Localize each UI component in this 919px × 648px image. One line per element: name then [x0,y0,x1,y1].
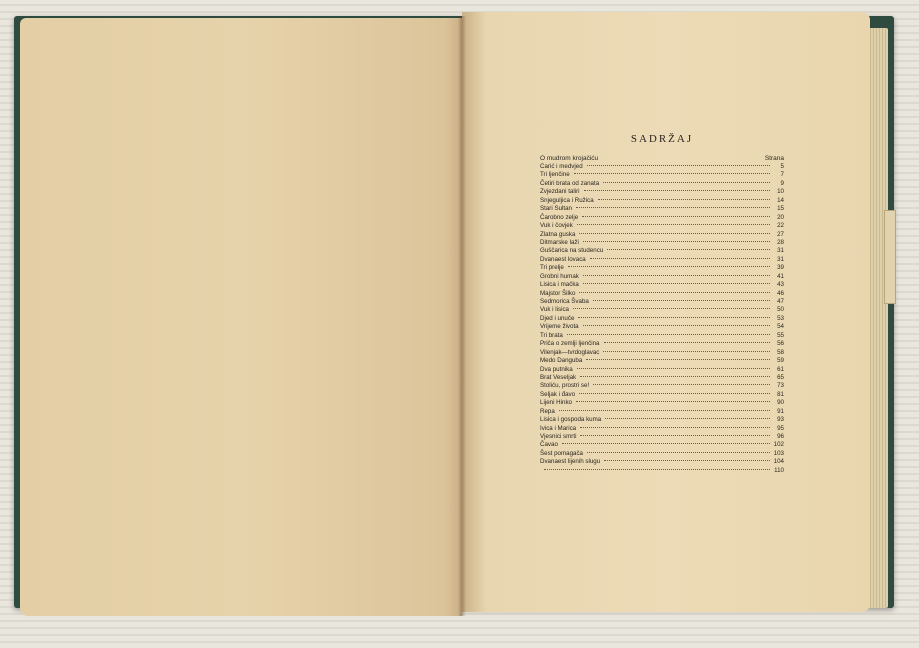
toc-header [540,155,784,163]
toc-entry-page: 7 [780,171,784,179]
toc-entry-title: Šest pomagača [540,449,583,457]
toc-dot-leader [579,233,770,234]
toc-dot-leader [605,418,770,419]
toc-entry [540,188,784,196]
toc-dot-leader [593,300,770,301]
toc-title: SADRŽAJ [630,133,694,145]
toc-entry-title: Vjesnici smrti [540,433,577,440]
toc-entry-title: Vuk i čovjek [540,222,573,230]
toc-dot-leader [583,325,770,326]
toc-entry-page: 14 [777,196,784,204]
toc-entry [540,315,784,323]
toc-dot-leader [568,266,770,267]
toc-entry-page: 59 [777,357,784,365]
toc-entry-page: 110 [774,466,784,474]
toc-entry [540,332,784,340]
toc-entry-title: Lisica i gospoda kuma [540,416,602,424]
toc-entry-page: 5 [780,163,784,170]
toc-entry-title: Djed i unuče [540,314,575,322]
book-gutter [458,16,466,616]
toc-entry-page: 31 [777,255,784,263]
toc-entry-title: Dvanaest lijenih slugu [540,458,601,466]
toc-entry [540,222,784,230]
toc-entry-title: Seljak i đavo [540,390,576,398]
toc-entry-page: 102 [773,441,784,449]
toc-entry [540,205,784,213]
toc-entry-page: 43 [777,281,784,289]
toc-entry-page: 27 [777,230,784,238]
toc-entry-title: Tri ljenčine [540,171,570,179]
toc-entry-title: Ditmarske laži [540,238,579,246]
toc-entry-title: Četiri brata od zanata [540,179,600,187]
toc-entry-title: Majstor Šilko [540,289,576,297]
toc-dot-leader [586,359,770,360]
toc-entry-title: Priča o zemlji ljenčina [540,340,600,348]
toc-dot-leader [579,292,770,293]
toc-entry-title: Ivica i Marica [540,424,577,432]
toc-entry-page: 50 [777,306,784,314]
toc-entry [540,214,784,222]
toc-dot-leader [578,317,770,318]
toc-entry [540,374,784,382]
toc-entry-page: 53 [777,314,784,322]
toc-entry-page: 46 [777,289,784,297]
toc-dot-leader [574,173,770,174]
toc-dot-leader [576,207,770,208]
toc-entry-page: 20 [777,213,784,221]
toc-entry [540,357,784,365]
toc-dot-leader [604,342,771,343]
toc-entry-title: Grobni humak [540,272,579,280]
toc-entry [540,467,784,475]
toc-entry-title: Sedmorica Švaba [540,298,589,305]
toc-entry-page: 41 [777,272,784,280]
left-page-blank [20,18,462,616]
toc-entry-title: Carić i medvjed [540,163,583,170]
toc-dot-leader [587,165,770,166]
toc-entry [540,441,784,449]
toc-entry-title: Guščarica na studencu [540,247,604,255]
toc-entry [540,408,784,416]
toc-entry [540,163,784,171]
toc-entry-page: 81 [777,390,784,398]
toc-entry-page: 39 [777,264,784,272]
table-of-contents [540,133,784,475]
toc-entry-title: Stari Sultan [540,205,572,213]
toc-entry [540,450,784,458]
toc-entry-page: 9 [780,179,784,187]
toc-entry [540,298,784,306]
toc-dot-leader [562,443,770,444]
toc-entry [540,306,784,314]
toc-entry [540,399,784,407]
toc-dot-leader [573,308,770,309]
toc-entry-page: 22 [777,222,784,230]
toc-entry [540,382,784,390]
toc-entry-title: Čavao [540,441,558,449]
toc-dot-leader [559,410,770,411]
toc-entry-title: Tri prelje [540,264,564,272]
toc-entry-title: Vrijeme života [540,323,579,331]
toc-entry-title: Stoliću, prostri se! [540,382,590,390]
toc-entry-title: Medo Danguba [540,357,583,365]
toc-entry-page: 93 [777,416,784,424]
toc-entry [540,458,784,466]
toc-entry [540,231,784,239]
toc-entry [540,281,784,289]
toc-dot-leader [580,376,770,377]
toc-entry-title: Čarobno zelje [540,213,579,221]
toc-entry-page: 54 [777,323,784,331]
toc-entry-page: 56 [777,340,784,348]
toc-entry [540,391,784,399]
toc-entry [540,425,784,433]
toc-dot-leader [603,351,770,352]
toc-entry-page: 91 [777,407,784,415]
toc-dot-leader [583,283,770,284]
toc-dot-leader [607,249,770,250]
toc-entry-page: 10 [777,188,784,196]
toc-entry-title: Brat Veseljak [540,373,577,381]
toc-dot-leader [567,334,770,335]
toc-entry-title: Zlatna guska [540,230,576,238]
toc-entry [540,416,784,424]
toc-entry-page: 104 [773,458,784,466]
toc-dot-leader [580,435,770,436]
toc-entry [540,264,784,272]
toc-dot-leader [584,190,770,191]
toc-entry-page: 28 [777,238,784,246]
toc-entry-page: 31 [777,247,784,255]
toc-entry-page: 61 [777,365,784,373]
toc-dot-leader [604,460,770,461]
toc-entry [540,171,784,179]
toc-entry-title: Zvjezdani taliri [540,188,580,196]
toc-dot-leader [593,384,770,385]
toc-dot-leader [577,368,770,369]
toc-dot-leader [577,224,770,225]
toc-entry [540,273,784,281]
toc-dot-leader [583,241,770,242]
toc-entry-title: Vuk i lisica [540,306,569,314]
toc-list [540,163,784,475]
toc-entry [540,366,784,374]
toc-entry [540,239,784,247]
toc-dot-leader [587,452,770,453]
toc-dot-leader [603,182,770,183]
toc-entry [540,290,784,298]
toc-entry [540,323,784,331]
toc-entry-title: Tri brata [540,331,563,339]
toc-entry-title: Dva putnika [540,365,573,373]
toc-entry-title: Lijeni Hinko [540,399,572,407]
toc-entry [540,340,784,348]
bookmark-tab [884,210,896,304]
toc-entry-page: 103 [773,449,784,457]
toc-entry [540,433,784,441]
toc-entry-page: 47 [777,298,784,305]
toc-entry-page: 15 [777,205,784,213]
toc-entry-page: 90 [777,399,784,407]
toc-dot-leader [582,216,770,217]
toc-entry-title: Vilenjak—tvrdoglavac [540,348,600,356]
toc-entry-title: Snjeguljica i Ružica [540,196,594,204]
toc-entry-page: 96 [777,433,784,440]
toc-entry-page: 65 [777,373,784,381]
toc-entry [540,197,784,205]
toc-entry-page: 73 [777,382,784,390]
toc-entry [540,256,784,264]
toc-entry [540,247,784,255]
toc-entry-page: 58 [777,348,784,356]
toc-dot-leader [598,199,770,200]
toc-entry [540,180,784,188]
toc-page-column-header: Strana [764,155,784,162]
toc-dot-leader [579,393,770,394]
toc-dot-leader [590,258,770,259]
toc-entry-page: 55 [777,331,784,339]
toc-dot-leader [544,469,770,470]
toc-entry-title: Repa [540,407,555,415]
toc-entry-title: Dvanaest lovaca [540,255,586,263]
toc-dot-leader [583,275,770,276]
toc-dot-leader [576,401,770,402]
toc-dot-leader [580,427,770,428]
toc-first-entry: O mudrom krojačiću [540,155,599,162]
toc-entry-title: Lisica i mačka [540,281,579,289]
toc-entry-page: 95 [777,424,784,432]
toc-entry [540,349,784,357]
